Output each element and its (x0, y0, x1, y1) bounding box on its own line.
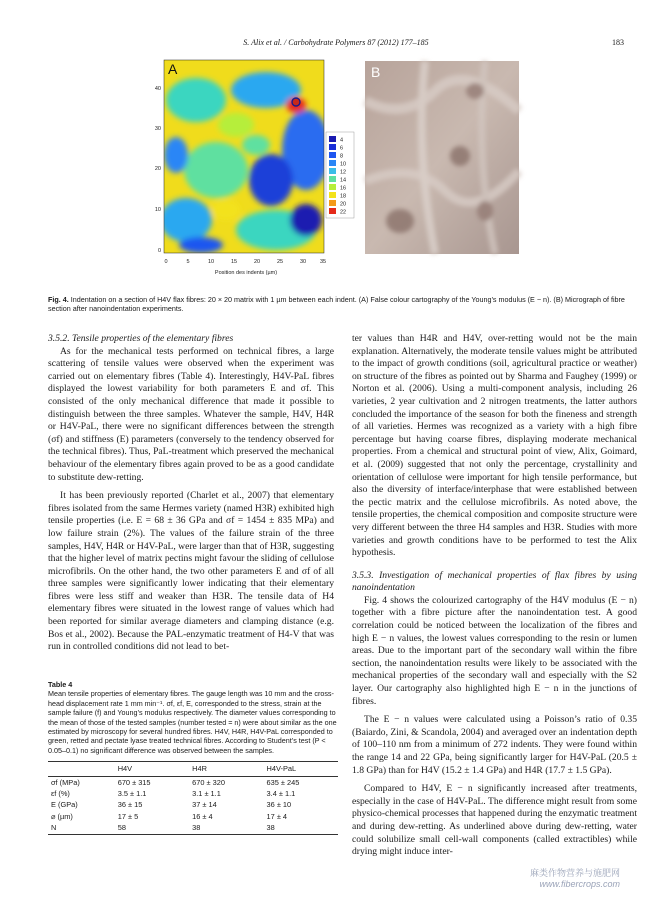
right-paragraph-3: The E − n values were calculated using a Poisson’s ratio of 0.35 (Baiardo, Zini, & Scandola, 2004) and averaged over an indentation depth of 100–110 nm from a minimum of 272 indents. They were found within the range 14 and 22 GPa, being significantly larger for H4V-PaL (20.5 ± 1.8 GPa) than for H4V (15.2 ± 1.4 GPa) and H4R (17.7 ± 1.5 GPa). (352, 714, 637, 776)
table-cell: εf (%) (51, 789, 70, 799)
x-tick-30: 30 (299, 259, 307, 265)
x-tick-35: 35 (319, 259, 327, 265)
section-heading-3-5-2: 3.5.2. Tensile properties of the elementary fibres (48, 333, 234, 344)
table-cell: 17 ± 5 (117, 811, 139, 821)
right-paragraph-2: Fig. 4 shows the colourized cartography of the H4V modulus (E − n) together with a fibre picture after the nanoindentation test. A good correlation could be noticed between the localization of the fibres and high E − n values, the lowest values corresponding to the resin or lumen areas. Due to the important part of the secondary wall within the fibre section, the nanoindentation results were likely to be associated with the mechanical properties of the secondary wall and especially with the S2 layer. Our cartography also highlighted high E − n in the junctions of fibres. (352, 594, 637, 707)
legend-swatch (329, 208, 336, 214)
table-cell: 670 ± 320 (192, 777, 225, 787)
table-cell: 38 (264, 822, 338, 834)
table-4-caption: Mean tensile properties of elementary fibres. The gauge length was 10 mm and the cross-head displacement rate 1 mm min⁻¹. σf, εf, E, corresponded to the stress, strain at the sample failure (f) and Young’s modulus respectively. The diameter values corresponding to the mean of those of the tested samples (number tested = n) were about similar as the one estimated by microscopy for several hundred fibres. H4V, H4R, H4V-PaL corresponded to green, retted and pectate lyase treated technical fibres. According to Student’s test (P < 0.05–0.1) no significant difference was observed between the samples. (48, 689, 337, 755)
table-4-label: Table 4 (48, 680, 73, 689)
x-tick-0: 0 (164, 259, 168, 265)
legend-label: 14 (340, 177, 347, 184)
table-cell: 635 ± 245 (266, 777, 300, 787)
legend-label: 12 (340, 169, 347, 176)
legend-label: 6 (340, 145, 344, 152)
y-tick-30: 30 (154, 126, 161, 132)
figure-caption-label: Fig. 4. (48, 295, 69, 304)
table-header: H4V-PaL (264, 762, 338, 776)
figure-4-panel-a (156, 60, 356, 290)
left-paragraph-1: As for the mechanical tests performed on technical fibres, a large scattering of tensile values were observed when the experiment was carried out on elementary fibres (Table 4). Interestingly, H4V-PaL fibres displayed the lowest variability for both parameters E and σf. This consisted of the only mechanical difference that made it possible to distinguish between the three samples. Whatever the sample, H4V, H4R or H4V-PaL, there were no significant differences between the strength (σf) and stiffness (E) parameters (conversely to the tendency observed for the technical fibres). Thus, PaL-treatment which preserved the mechanical behaviour of the elementary fibres again proved to be as a good candidate to substitute dew-retting. (48, 345, 334, 483)
running-title: S. Alix et al. / Carbohydrate Polymers 87 (2012) 177–185 (243, 38, 429, 47)
right-column (352, 333, 637, 859)
y-tick-0: 0 (157, 248, 161, 254)
table-row (48, 822, 338, 834)
table-header: H4V (115, 762, 189, 776)
table-4 (48, 680, 338, 835)
table-row (48, 799, 338, 810)
y-tick-20: 20 (154, 166, 161, 172)
right-paragraph-1: ter values than H4R and H4V, over-retting would not be the main explanation. Alternatively, the moderate tensile values might be attributed to the impact of growth conditions (soil, agricultural practice or weather) on structure of the fibres as pointed out by Sharma and Faughey (1999) or Norton et al. (2006). Using a multi-component analysis, including 26 varieties, 2 year cultivation and 2 nitrogen treatments, the latter authors concluded the importance of the season for both the fineness and strength of all varieties. Hermes was recognized as a variety with a high fibre percentage but having coarse fibres, displaying moderate mechanical properties. From a chemical and structural point of view, Alix, Goimard, et al. (2009) suggested that not only the percentage, crystallinity and orientation of cellulose were important for high tensile performance, but also the diversity of interface/interphase that were established between the pectic matrix and the cellulose microfibrils. As noted above, the tensile properties, the chemical composition and composite structure were very different between the three H4 samples and H3R. Studies with more varieties and growth conditions have to be performed to test the Alix hypothesis. (352, 333, 637, 559)
x-axis-title: Position des indents (µm) (214, 270, 278, 276)
table-cell: N (48, 822, 115, 834)
x-tick-25: 25 (276, 259, 284, 265)
figure-4-panel-b (365, 61, 519, 254)
legend-swatch (329, 200, 336, 206)
table-cell: 37 ± 14 (192, 800, 217, 810)
page-number: 183 (612, 38, 624, 47)
table-cell: ⌀ (µm) (51, 811, 73, 821)
table-cell: σf (MPa) (51, 777, 80, 787)
legend-swatch (329, 176, 336, 182)
right-paragraph-4: Compared to H4V, E − n significantly increased after treatments, especially in the case of H4V-PaL. The difference might result from some physico-chemical processes that happened during the enzymatic treatment and during dew-retting. As underlined above during dew-retting, water could solubilize small cell-wall components (called extractibles) while drying might induce inter- (352, 783, 637, 858)
x-tick-20: 20 (253, 259, 261, 265)
watermark-line-2: www.fibercrops.com (539, 879, 620, 889)
table-row (48, 811, 338, 822)
table-row (48, 776, 338, 788)
panel-b-label: B (371, 64, 381, 80)
table-cell: 36 ± 15 (117, 800, 143, 810)
running-header (48, 38, 624, 52)
table-cell: 3.4 ± 1.1 (266, 789, 296, 799)
legend-label: 8 (340, 153, 344, 160)
figure-caption (48, 295, 628, 313)
watermark (530, 866, 620, 889)
table-cell: 670 ± 315 (117, 777, 151, 787)
x-tick-15: 15 (230, 259, 238, 265)
table-cell: 58 (115, 822, 189, 834)
legend-swatch (329, 152, 336, 158)
legend-label: 10 (340, 161, 347, 168)
x-tick-10: 10 (207, 259, 215, 265)
watermark-line-1: 麻类作物营养与施肥网 (529, 868, 620, 878)
table-cell: 16 ± 4 (192, 811, 213, 821)
table-cell: 38 (189, 822, 263, 834)
legend-swatch (329, 192, 336, 198)
table-cell: 3.1 ± 1.1 (192, 789, 221, 799)
table-row (48, 788, 338, 799)
legend-label: 22 (340, 209, 347, 216)
table-cell: E (GPa) (51, 800, 78, 810)
table-4-grid (48, 761, 338, 834)
x-tick-5: 5 (186, 259, 190, 265)
legend-swatch (329, 136, 336, 142)
legend-swatch (329, 144, 336, 150)
legend-label: 18 (340, 193, 347, 200)
legend-swatch (329, 160, 336, 166)
legend-swatch (329, 184, 336, 190)
table-cell: 3.5 ± 1.1 (117, 789, 147, 799)
micrograph-image (365, 61, 519, 254)
table-cell: 36 ± 10 (266, 800, 292, 810)
table-cell: 17 ± 4 (266, 811, 288, 821)
legend-label: 20 (340, 201, 347, 208)
y-tick-10: 10 (154, 207, 161, 213)
left-column (48, 333, 334, 654)
legend-label: 4 (340, 137, 344, 144)
legend-swatch (329, 168, 336, 174)
y-tick-40: 40 (154, 86, 161, 92)
section-heading-3-5-3: 3.5.3. Investigation of mechanical properties of flax fibres by using nanoindentation (352, 569, 637, 594)
table-header: H4R (189, 762, 263, 776)
left-paragraph-2: It has been previously reported (Charlet et al., 2007) that elementary fibres isolated from the same Hermes variety (named H3R) exhibited high tensile properties (i.e. E = 68 ± 36 GPa and σf = 1454 ± 835 MPa) and low failure strain (2%). The values of the failure strain of the three samples, H4V, H4R or H4V-PaL, were larger than that of H3R, suggesting that the higher level of matrix pectins might favour the sliding of cellulose microfibrils. On the other hand, the two other parameters E and σf of all three samples were significantly lower indicating that their elementary fibres were less stiff and weaker than H3R. The tensile data of H4 elementary fibres were situated in the lowest range of values which had been reported for similar average diameters and clamping distance (e.g. Bos et al., 2002). Because the PAL-enzymatic treatment of H4-V that was run in controlled conditions did not lead to bet- (48, 490, 334, 653)
legend-label: 16 (340, 185, 347, 192)
panel-a-label: A (168, 61, 178, 77)
table-header (48, 762, 115, 776)
figure-caption-text: Indentation on a section of H4V flax fibres: 20 × 20 matrix with 1 µm between each indent. (A) False colour cartography of the Young’s modulus (E − n). (B) Micrograph of fibre section after nanoindentation experiments. (48, 295, 625, 314)
